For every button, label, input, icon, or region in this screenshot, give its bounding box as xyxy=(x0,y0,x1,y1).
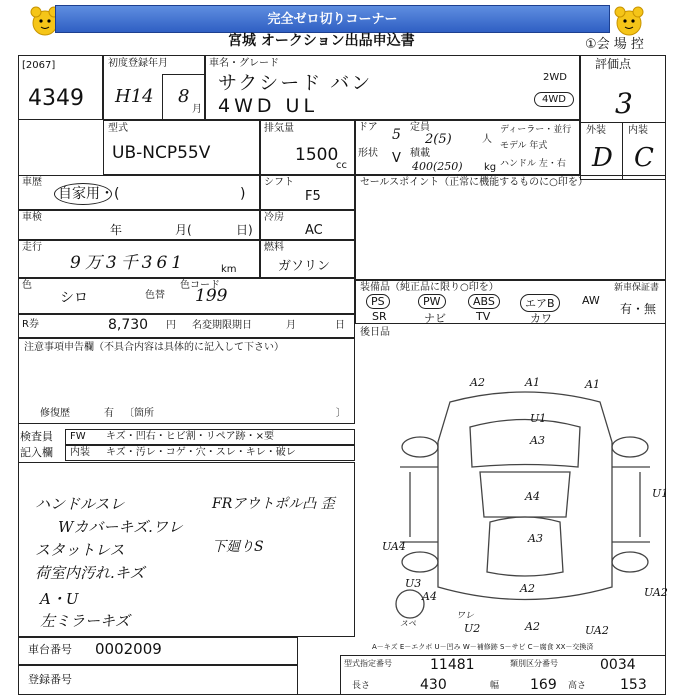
recycle-value: 8,730 xyxy=(108,317,149,333)
mark-u1-right: U1 xyxy=(652,487,669,500)
cooling-label: 冷房 xyxy=(264,212,284,223)
venue-copy-label: ①会 場 控 xyxy=(585,37,644,52)
type-no-label: 型式指定番号 xyxy=(344,659,392,668)
mark-u2: U2 xyxy=(464,622,481,635)
mark-a2-top: A2 xyxy=(470,376,485,389)
mark-u1-hood: U1 xyxy=(530,412,547,425)
registration-label: 初度登録年月 xyxy=(108,58,168,69)
inspection-month: 月( xyxy=(175,223,192,237)
equip-kawa: カワ xyxy=(530,312,552,325)
repair-history-label: 修復歴 xyxy=(40,408,70,419)
note-4: 荷室内汚れ.キズ xyxy=(35,564,145,582)
repair-place-label: 〔箇所 xyxy=(124,408,154,419)
note-3: スタットレス xyxy=(35,541,125,559)
sales-point-box xyxy=(355,175,666,280)
height-value: 153 xyxy=(620,677,647,693)
bear-mascot-right-icon xyxy=(612,4,646,38)
rear-items-label: 後日品 xyxy=(360,327,390,338)
shift-value: F5 xyxy=(305,189,321,204)
load-value: 400(250) xyxy=(412,160,463,173)
mark-a1-top: A1 xyxy=(525,376,540,389)
registration-year: H14 xyxy=(115,86,154,107)
usage-label: 車歴 xyxy=(22,177,42,188)
inspector-fw-text: キズ・凹右・ヒビ割・リペア跡・×要 xyxy=(106,431,274,442)
name-change-month: 月 xyxy=(286,320,296,331)
name-change-day: 日 xyxy=(335,320,345,331)
mark-a4-left: A4 xyxy=(422,590,437,603)
fuel-label: 燃料 xyxy=(264,242,284,253)
name-change-label: 名変期限期日 xyxy=(192,320,252,331)
mileage-label: 走行 xyxy=(22,242,42,253)
inspector-interior: 内装 xyxy=(70,447,90,458)
model-year-label: モデル 年式 xyxy=(500,141,548,151)
equip-tv: TV xyxy=(476,310,491,323)
repair-place-close: 〕 xyxy=(336,408,346,419)
inspection-box xyxy=(18,210,260,240)
engine-value: 1500 xyxy=(295,145,339,165)
equip-aw: AW xyxy=(582,294,600,307)
registration-month: 8 xyxy=(178,86,190,107)
mileage-value: 9万3千361 xyxy=(70,253,187,273)
usage-circle xyxy=(54,183,112,205)
color-code-label: 色コード xyxy=(180,280,220,291)
mark-a3-rear: A3 xyxy=(528,532,543,545)
inspector-fw: FW xyxy=(70,431,86,442)
equip-airbag: エアB xyxy=(520,294,560,312)
mark-ua2-bumper: UA2 xyxy=(585,624,609,637)
right-note-1: FRアウトポル凸 歪 xyxy=(212,496,335,512)
mark-spare: スペ xyxy=(400,619,416,628)
cooling-value: AC xyxy=(305,223,323,238)
mark-u3-left: U3 xyxy=(405,577,422,590)
equip-pw: PW xyxy=(418,294,446,309)
shape-value: V xyxy=(392,151,401,166)
mark-ua2-right: UA2 xyxy=(644,586,668,599)
class-no-value: 0034 xyxy=(600,657,636,673)
inspection-label: 車検 xyxy=(22,212,42,223)
mark-crack: ワレ xyxy=(456,611,475,621)
note-6: 左ミラーキズ xyxy=(40,612,130,630)
inspector-sub-label: 記入欄 xyxy=(20,446,53,459)
equip-ps: PS xyxy=(366,294,390,309)
capacity-label: 定員 xyxy=(410,122,430,133)
load-unit: kg xyxy=(484,162,497,173)
notice-label: 注意事項申告欄（不具合内容は具体的に記入して下さい） xyxy=(24,342,284,353)
length-value: 430 xyxy=(420,677,447,693)
warranty-value: 有・無 xyxy=(620,302,657,316)
right-note-2: 下廻りS xyxy=(212,539,264,555)
shape-label: 形状 xyxy=(358,148,378,159)
dealer-label: ディーラー・並行 xyxy=(500,125,572,135)
inspector-label: 検査員 xyxy=(20,430,53,443)
type-no-value: 11481 xyxy=(430,657,475,673)
lot-number: 4349 xyxy=(28,86,84,111)
exterior-grade: D xyxy=(592,143,613,173)
equip-navi: ナビ xyxy=(424,312,446,325)
equipment-label: 装備品（純正品に限り○印を） xyxy=(360,282,499,293)
length-label: 長さ xyxy=(352,681,371,691)
shift-label: シフト xyxy=(264,177,294,188)
drive-2wd: 2WD xyxy=(543,72,567,83)
exterior-interior-divider xyxy=(622,122,623,180)
capacity-unit: 人 xyxy=(482,134,492,145)
note-1: ハンドルスレ xyxy=(35,495,125,513)
inspection-year: 年 xyxy=(110,223,123,237)
fuel-value: ガソリン xyxy=(278,259,331,274)
car-name-label: 車名・グレード xyxy=(209,58,279,69)
handle-label: ハンドル 左・右 xyxy=(500,159,566,169)
mark-a2-rear: A2 xyxy=(520,582,535,595)
inspection-day: 日) xyxy=(236,223,253,237)
mark-a3-windshield: A3 xyxy=(530,434,545,447)
capacity-value: 2(5) xyxy=(425,132,452,147)
model-value: UB-NCP55V xyxy=(112,143,211,163)
mark-a2-bumper: A2 xyxy=(525,620,540,633)
repair-history-value: 有 xyxy=(104,408,114,419)
load-label: 積載 xyxy=(410,148,430,159)
usage-value: 自家用・( xyxy=(58,186,120,202)
sales-point-label: セールスポイント（正常に機能するものに○印を） xyxy=(360,177,588,188)
recycle-unit: 円 xyxy=(166,320,176,331)
rating-score: 3 xyxy=(615,87,633,120)
note-2: Wカバーキズ.ワレ xyxy=(58,518,183,536)
doors-label: ドア xyxy=(358,122,378,133)
recycle-label: R券 xyxy=(22,319,39,330)
registration-month-unit: 月 xyxy=(192,104,202,115)
drive-4wd-circled: 4WD xyxy=(534,92,574,107)
engine-label: 排気量 xyxy=(264,123,294,134)
car-name: サクシード バン xyxy=(218,72,373,94)
color-code: 199 xyxy=(195,286,228,306)
exterior-label: 外装 xyxy=(586,125,606,136)
usage-close: ) xyxy=(240,186,246,202)
vehicle-no-value: 0002009 xyxy=(95,640,162,658)
mark-ua4-left: UA4 xyxy=(382,540,406,553)
width-label: 幅 xyxy=(490,681,500,691)
vehicle-no-label: 車台番号 xyxy=(28,643,72,656)
new-car-warranty-label: 新車保証書 xyxy=(614,283,660,293)
reg-no-label: 登録番号 xyxy=(28,673,72,686)
inspector-interior-text: キズ・汚レ・コゲ・穴・スレ・キレ・破レ xyxy=(106,447,296,458)
mileage-unit: km xyxy=(221,264,237,275)
width-value: 169 xyxy=(530,677,557,693)
color-value: シロ xyxy=(60,290,88,306)
damage-legend: A－キズ E－エクボ U－凹み W－補修跡 S－サビ C－腐食 XX－交換済 xyxy=(372,643,594,651)
color-label: 色 xyxy=(22,280,32,291)
engine-unit: cc xyxy=(336,160,347,171)
height-label: 高さ xyxy=(568,681,587,691)
banner-title: 完全ゼロ切りコーナー xyxy=(55,5,610,33)
model-label: 型式 xyxy=(108,123,128,134)
mark-a1-right: A1 xyxy=(585,378,600,391)
color-change-label: 色替 xyxy=(145,290,165,301)
class-no-label: 類別区分番号 xyxy=(510,659,558,668)
car-grade: 4WD UL xyxy=(218,95,319,117)
diagram-marks xyxy=(380,372,670,637)
lot-code: [2067] xyxy=(22,60,56,71)
rating-label: 評価点 xyxy=(595,57,632,71)
recycle-box xyxy=(18,314,355,338)
doors-value: 5 xyxy=(392,127,401,143)
form-title: 宮城 オークション出品申込書 xyxy=(228,33,415,49)
mark-a4-roof: A4 xyxy=(525,490,540,503)
interior-grade: C xyxy=(634,143,654,173)
equip-sr: SR xyxy=(372,310,387,323)
note-5: A・U xyxy=(40,590,79,608)
equip-abs: ABS xyxy=(468,294,500,309)
interior-label: 内装 xyxy=(628,125,648,136)
